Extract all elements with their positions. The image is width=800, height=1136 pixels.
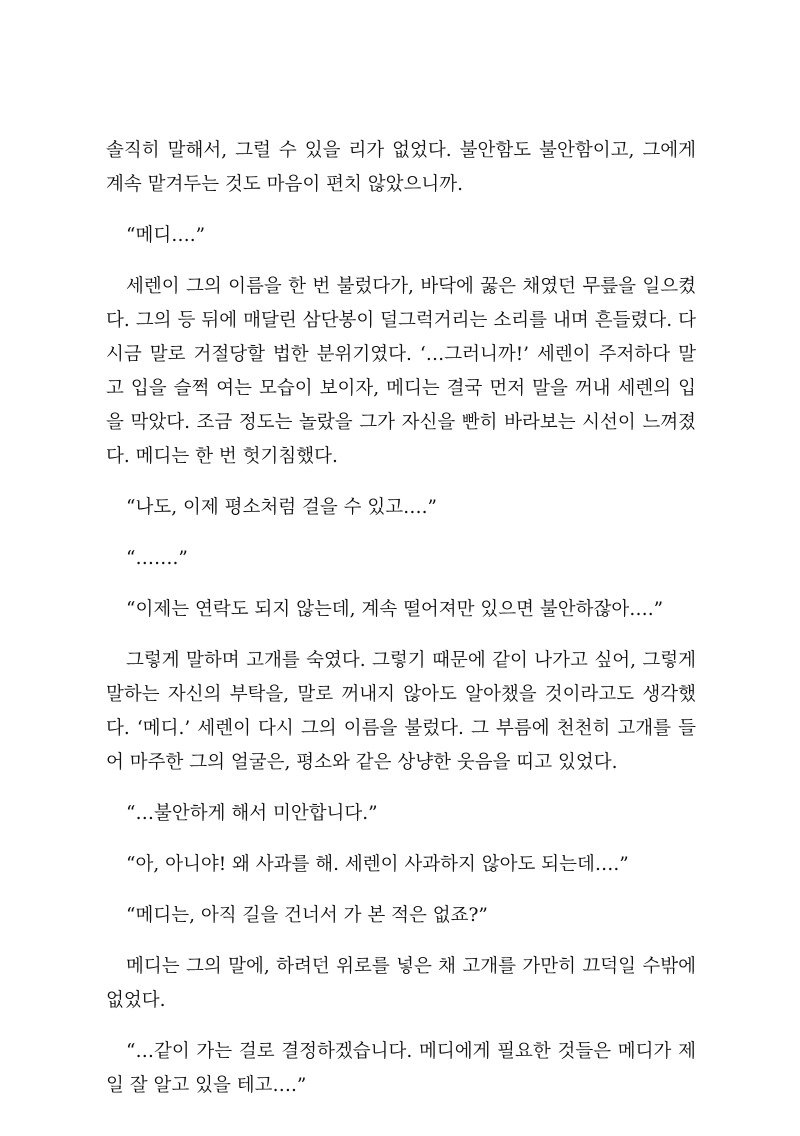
paragraph: “…불안하게 해서 미안합니다.”: [126, 803, 378, 824]
paragraph: “나도, 이제 평소처럼 걸을 수 있고….”: [126, 497, 437, 518]
paragraph: “이제는 연락도 되지 않는데, 계속 떨어져만 있으면 불안하잖아….”: [126, 599, 664, 620]
document-body: [106, 134, 696, 1120]
paragraph: 세렌이 그의 이름을 한 번 불렀다가, 바닥에 꿇은 채였던 무릎을 일으켰다. 그의 등 뒤에 매달린 삼단봉이 덜그럭거리는 소리를 내며 흔들렸다. 다시금 말로 거절당할 법한 분위기였다. ‘…그러니까!’ 세렌이 주저하다 말고 입을 슬쩍 여는 모습이 보이자, 메디는 결국 먼저 말을 꺼내 세렌의 입을 막았다. 조금 정도는 놀랐을 그가 자신을 빤히 바라보는 시선이 느껴졌다. 메디는 한 번 헛기침했다.: [106, 276, 696, 467]
paragraph: “메디….”: [126, 225, 206, 246]
paragraph: “메디는, 아직 길을 건너서 가 본 적은 없죠?”: [126, 905, 488, 926]
paragraph: “…….”: [126, 548, 188, 569]
paragraph: 그렇게 말하며 고개를 숙였다. 그렇기 때문에 같이 나가고 싶어, 그렇게 말하는 자신의 부탁을, 말로 꺼내지 않아도 알아챘을 것이라고도 생각했다. ‘메디.’ 세렌이 다시 그의 이름을 불렀다. 그 부름에 천천히 고개를 들어 마주한 그의 얼굴은, 평소와 같은 상냥한 웃음을 띠고 있었다.: [106, 650, 696, 773]
paragraph: 솔직히 말해서, 그럴 수 있을 리가 없었다. 불안함도 불안함이고, 그에게 계속 맡겨두는 것도 마음이 편치 않았으니까.: [106, 140, 696, 195]
paragraph: “…같이 가는 걸로 결정하겠습니다. 메디에게 필요한 것들은 메디가 제일 잘 알고 있을 테고….”: [106, 1041, 696, 1096]
paragraph: 메디는 그의 말에, 하려던 위로를 넣은 채 고개를 가만히 끄덕일 수밖에 없었다.: [106, 956, 696, 1011]
paragraph: “아, 아니야! 왜 사과를 해. 세렌이 사과하지 않아도 되는데….”: [126, 854, 629, 875]
